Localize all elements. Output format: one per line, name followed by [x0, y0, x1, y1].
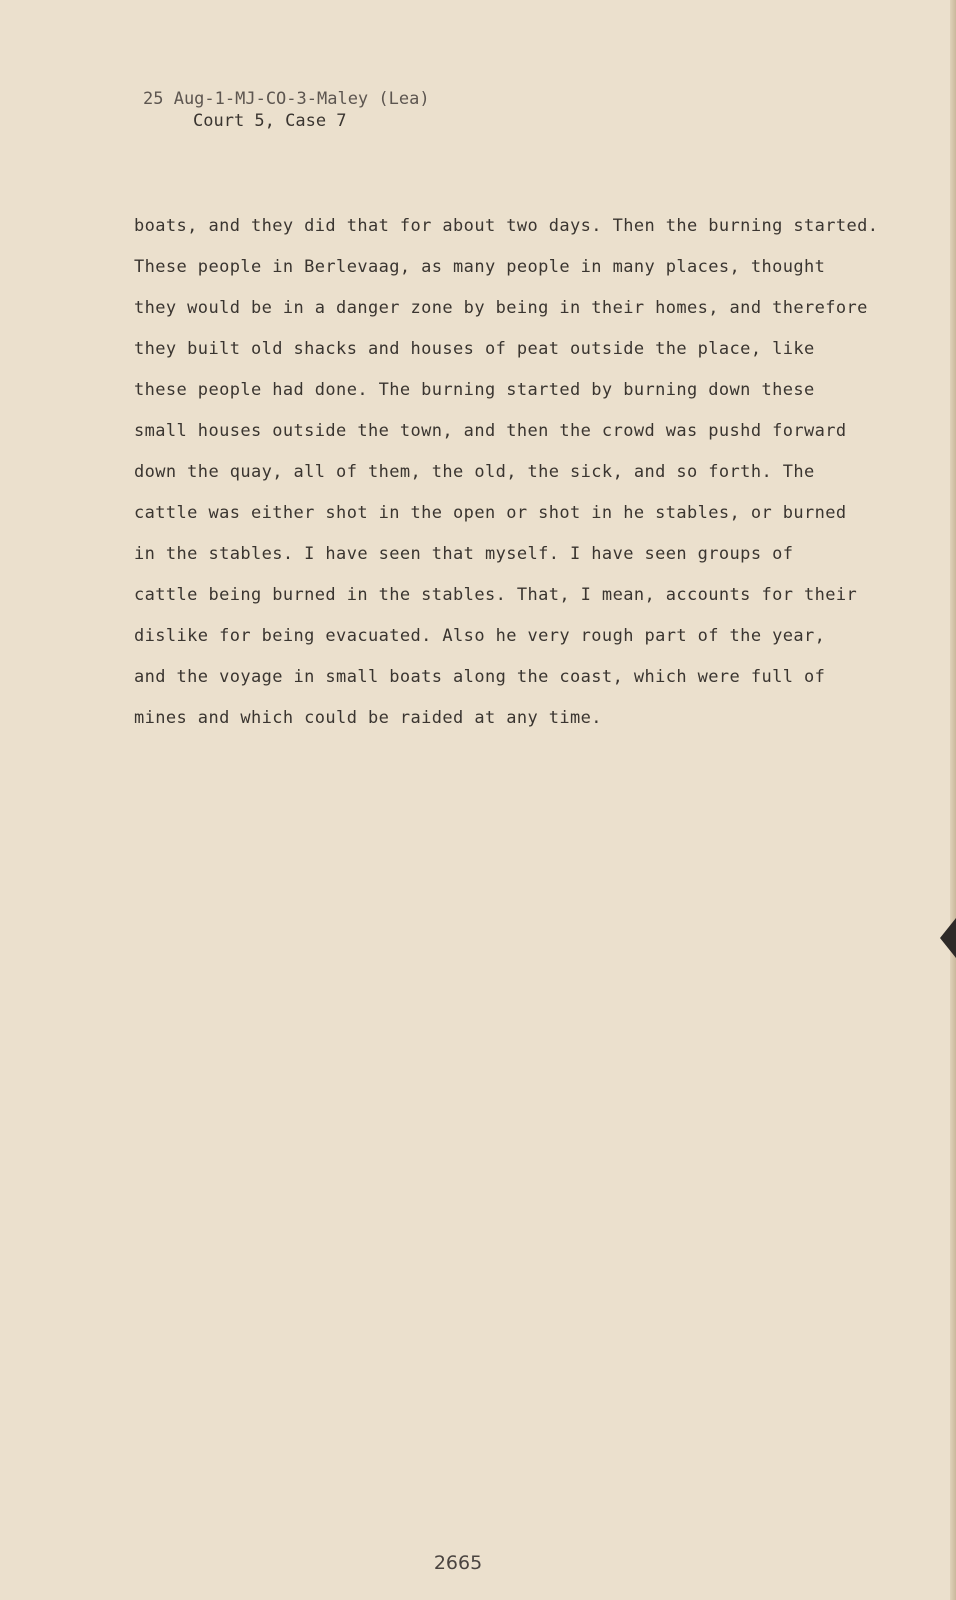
body-line: down the quay, all of them, the old, the sick, and so forth. The	[134, 462, 815, 482]
body-line: boats, and they did that for about two days. Then the burning started.	[134, 216, 879, 236]
page-edge	[950, 0, 956, 1600]
body-line: and the voyage in small boats along the coast, which were full of	[134, 667, 826, 687]
body-line: in the stables. I have seen that myself. I have seen groups of	[134, 544, 794, 564]
body-line: dislike for being evacuated. Also he very rough part of the year,	[134, 626, 826, 646]
page-number: 2665	[433, 1552, 483, 1574]
body-line: cattle was either shot in the open or shot in he stables, or burned	[134, 503, 847, 523]
body-line: cattle being burned in the stables. That, I mean, accounts for their	[134, 585, 858, 605]
body-text	[134, 212, 879, 745]
body-line: mines and which could be raided at any time.	[134, 708, 602, 728]
binding-clip-mark	[940, 918, 956, 958]
body-line: small houses outside the town, and then the crowd was pushd forward	[134, 421, 847, 441]
header-reference: 25 Aug-1-MJ-CO-3-Maley (Lea)	[143, 89, 430, 109]
body-line: These people in Berlevaag, as many people in many places, thought	[134, 257, 826, 277]
header-court-case: Court 5, Case 7	[193, 111, 347, 131]
body-line: they built old shacks and houses of peat outside the place, like	[134, 339, 815, 359]
body-line: they would be in a danger zone by being in their homes, and therefore	[134, 298, 868, 318]
document-header	[143, 88, 430, 132]
body-line: these people had done. The burning started by burning down these	[134, 380, 815, 400]
